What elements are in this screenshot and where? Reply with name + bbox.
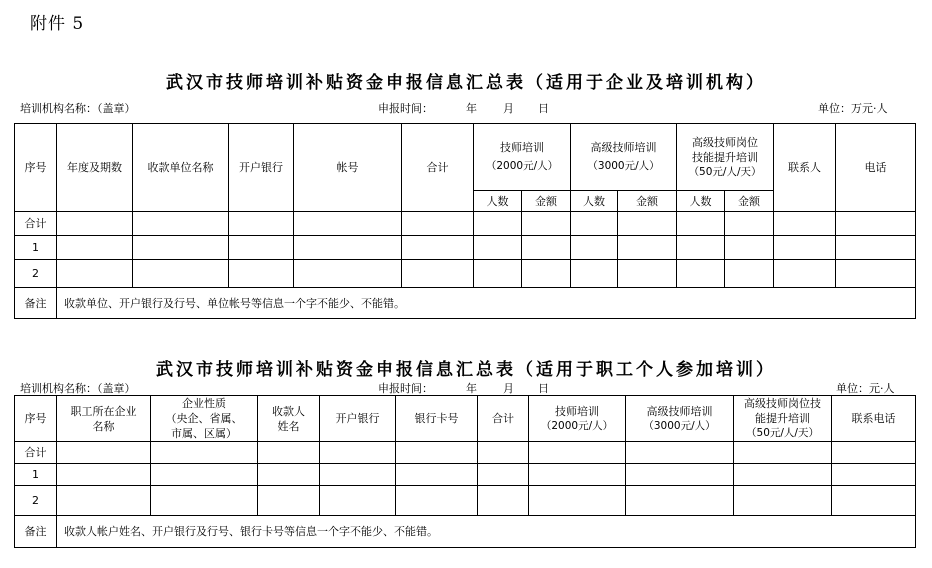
- table-cell[interactable]: [133, 236, 229, 260]
- t1-header-senior: [571, 124, 677, 191]
- table-cell[interactable]: [571, 260, 618, 288]
- table-cell[interactable]: [677, 236, 725, 260]
- t2-header-nature-line3: 市属、区属）: [171, 427, 237, 440]
- t1-header-phone: 电话: [836, 124, 916, 212]
- table-cell[interactable]: [402, 212, 474, 236]
- t2-header-post-line1: 高级技师岗位技: [744, 397, 821, 410]
- table2: [14, 395, 916, 548]
- table-cell[interactable]: [618, 236, 677, 260]
- table2-header-row: [15, 396, 916, 442]
- t1-sub-post-amount: 金额: [725, 191, 774, 212]
- t1-header-senior-label: 高级技师培训: [590, 141, 657, 154]
- table-cell[interactable]: [151, 464, 258, 486]
- t2-header-senior-rate: （3000元/人）: [643, 419, 716, 432]
- table-row: [15, 442, 916, 464]
- table-cell[interactable]: [151, 442, 258, 464]
- t2-remark-label: 备注: [15, 516, 57, 548]
- t2-header-company-line2: 名称: [92, 419, 115, 433]
- table-cell[interactable]: [320, 486, 396, 516]
- table-row: [15, 486, 916, 516]
- table-cell[interactable]: [294, 260, 402, 288]
- table-cell[interactable]: [725, 212, 774, 236]
- t2-header-company: [57, 396, 151, 442]
- table1-date-label: 申报时间：: [378, 102, 433, 115]
- t2-header-post-line2: 能提升培训: [755, 412, 810, 425]
- table-cell[interactable]: [734, 464, 832, 486]
- t2-header-senior-label: 高级技师培训: [646, 404, 713, 418]
- table-cell[interactable]: [133, 260, 229, 288]
- table-cell[interactable]: [229, 260, 294, 288]
- table-cell[interactable]: [836, 260, 916, 288]
- table-cell[interactable]: [474, 260, 522, 288]
- table-cell[interactable]: [402, 260, 474, 288]
- table-cell[interactable]: [396, 464, 478, 486]
- table2-title: 武汉市技师培训补贴资金申报信息汇总表（适用于职工个人参加培训）: [156, 360, 776, 380]
- t1-sub-post-count: 人数: [677, 191, 725, 212]
- table-cell[interactable]: [478, 464, 529, 486]
- table-cell[interactable]: [57, 442, 151, 464]
- t1-header-period: 年度及期数: [57, 124, 133, 212]
- t2-header-nature-line2: （央企、省属、: [165, 412, 243, 425]
- table-cell[interactable]: [832, 486, 916, 516]
- t2-header-seq: 序号: [15, 396, 57, 442]
- t2-header-post: [734, 396, 832, 442]
- t2-header-card: 银行卡号: [396, 396, 478, 442]
- t2-header-post-rate: （50元/人/天）: [746, 427, 819, 439]
- table-cell[interactable]: [774, 260, 836, 288]
- table-cell[interactable]: [294, 236, 402, 260]
- table1: [14, 123, 916, 319]
- t2-header-payee-line2: 姓名: [277, 419, 300, 433]
- t1-header-bank: 开户银行: [229, 124, 294, 212]
- t1-header-post-line1: 高级技师岗位: [692, 135, 759, 149]
- table1-org-label: 培训机构名称：（盖章）: [20, 102, 136, 115]
- t2-header-senior: [626, 396, 734, 442]
- t1-row-total-label: 合计: [15, 212, 57, 236]
- t1-sub-tech-count: 人数: [474, 191, 522, 212]
- table-cell[interactable]: [836, 236, 916, 260]
- table-row: [15, 212, 916, 236]
- table-cell[interactable]: [725, 260, 774, 288]
- t1-sub-tech-amount: 金额: [522, 191, 571, 212]
- t2-row-1-label: 1: [15, 464, 57, 486]
- table-cell[interactable]: [618, 212, 677, 236]
- table-cell[interactable]: [396, 442, 478, 464]
- table-cell[interactable]: [734, 442, 832, 464]
- table-cell[interactable]: [57, 260, 133, 288]
- table-cell[interactable]: [57, 236, 133, 260]
- t2-header-nature: [151, 396, 258, 442]
- table1-title: 武汉市技师培训补贴资金申报信息汇总表（适用于企业及培训机构）: [166, 73, 766, 93]
- t2-header-tech-label: 技师培训: [555, 404, 599, 418]
- table1-header-row: [15, 124, 916, 191]
- table2-org-label: 培训机构名称：（盖章）: [20, 382, 136, 395]
- t1-header-post-rate: （50元/人/天）: [688, 165, 762, 178]
- table-cell[interactable]: [151, 486, 258, 516]
- table-cell[interactable]: [229, 212, 294, 236]
- t1-header-tech: [474, 124, 571, 191]
- table-row: [15, 464, 916, 486]
- table-cell[interactable]: [774, 212, 836, 236]
- table-cell[interactable]: [618, 260, 677, 288]
- table-cell[interactable]: [677, 212, 725, 236]
- table-cell[interactable]: [529, 464, 626, 486]
- table-cell[interactable]: [57, 212, 133, 236]
- table2-year: 年: [466, 382, 477, 395]
- t2-header-total: 合计: [478, 396, 529, 442]
- t2-header-company-line1: 职工所在企业: [70, 404, 137, 418]
- table-cell[interactable]: [774, 236, 836, 260]
- t1-header-account: 帐号: [294, 124, 402, 212]
- table1-remark-row: [15, 288, 916, 319]
- table-cell[interactable]: [522, 212, 571, 236]
- t2-row-2-label: 2: [15, 486, 57, 516]
- table-cell[interactable]: [529, 486, 626, 516]
- t1-header-tech-rate: （2000元/人）: [485, 160, 559, 172]
- table-cell[interactable]: [474, 212, 522, 236]
- table-cell[interactable]: [258, 464, 320, 486]
- table2-remark-row: [15, 516, 916, 548]
- t1-header-seq: 序号: [15, 124, 57, 212]
- table-cell[interactable]: [626, 486, 734, 516]
- t2-header-tech: [529, 396, 626, 442]
- table-cell[interactable]: [396, 486, 478, 516]
- t1-remark-text: 收款单位、开户银行及行号、单位帐号等信息一个字不能少、不能错。: [57, 288, 916, 319]
- table1-year: 年: [466, 102, 477, 115]
- t1-header-total: 合计: [402, 124, 474, 212]
- t2-header-tech-rate: （2000元/人）: [540, 419, 614, 432]
- t2-header-payee-line1: 收款人: [272, 404, 305, 418]
- table-cell[interactable]: [734, 486, 832, 516]
- t1-sub-senior-count: 人数: [571, 191, 618, 212]
- t2-remark-text: 收款人帐户姓名、开户银行及行号、银行卡号等信息一个字不能少、不能错。: [57, 516, 916, 548]
- t2-header-nature-line1: 企业性质: [182, 397, 226, 410]
- table-cell[interactable]: [832, 442, 916, 464]
- table1-unit: 单位：万元·人: [818, 102, 888, 115]
- table-cell[interactable]: [571, 236, 618, 260]
- table-cell[interactable]: [626, 464, 734, 486]
- table-cell[interactable]: [320, 442, 396, 464]
- t2-row-total-label: 合计: [15, 442, 57, 464]
- table-cell[interactable]: [725, 236, 774, 260]
- table-cell[interactable]: [258, 486, 320, 516]
- table2-unit: 单位：元·人: [836, 382, 895, 395]
- table-cell[interactable]: [478, 442, 529, 464]
- table-cell[interactable]: [522, 236, 571, 260]
- table-cell[interactable]: [522, 260, 571, 288]
- t1-header-senior-rate: （3000元/人）: [587, 160, 660, 172]
- table-cell[interactable]: [474, 236, 522, 260]
- t2-header-contact-phone: 联系电话: [832, 396, 916, 442]
- table-cell[interactable]: [294, 212, 402, 236]
- t1-header-post: [677, 124, 774, 191]
- attachment-label: 附件 5: [30, 14, 85, 34]
- table2-date-label: 申报时间：: [378, 382, 433, 395]
- table-cell[interactable]: [229, 236, 294, 260]
- t1-header-payee: 收款单位名称: [133, 124, 229, 212]
- t1-row-1-label: 1: [15, 236, 57, 260]
- table-cell[interactable]: [402, 236, 474, 260]
- t1-row-2-label: 2: [15, 260, 57, 288]
- table-cell[interactable]: [529, 442, 626, 464]
- table1-day: 日: [538, 102, 549, 115]
- t1-header-post-line2: 技能提升培训: [692, 150, 759, 164]
- table2-day: 日: [538, 382, 549, 395]
- table-row: [15, 260, 916, 288]
- t1-header-contact: 联系人: [774, 124, 836, 212]
- table-cell[interactable]: [836, 212, 916, 236]
- table-row: [15, 236, 916, 260]
- t1-header-tech-label: 技师培训: [500, 141, 544, 154]
- t2-header-payee: [258, 396, 320, 442]
- t1-remark-label: 备注: [15, 288, 57, 319]
- table-cell[interactable]: [677, 260, 725, 288]
- table-cell[interactable]: [832, 464, 916, 486]
- table-cell[interactable]: [57, 464, 151, 486]
- table-cell[interactable]: [133, 212, 229, 236]
- table1-month: 月: [503, 102, 514, 115]
- t2-header-bank: 开户银行: [320, 396, 396, 442]
- table-cell[interactable]: [320, 464, 396, 486]
- table-cell[interactable]: [478, 486, 529, 516]
- t1-sub-senior-amount: 金额: [618, 191, 677, 212]
- table-cell[interactable]: [258, 442, 320, 464]
- table-cell[interactable]: [571, 212, 618, 236]
- table-cell[interactable]: [626, 442, 734, 464]
- table2-month: 月: [503, 382, 514, 395]
- table-cell[interactable]: [57, 486, 151, 516]
